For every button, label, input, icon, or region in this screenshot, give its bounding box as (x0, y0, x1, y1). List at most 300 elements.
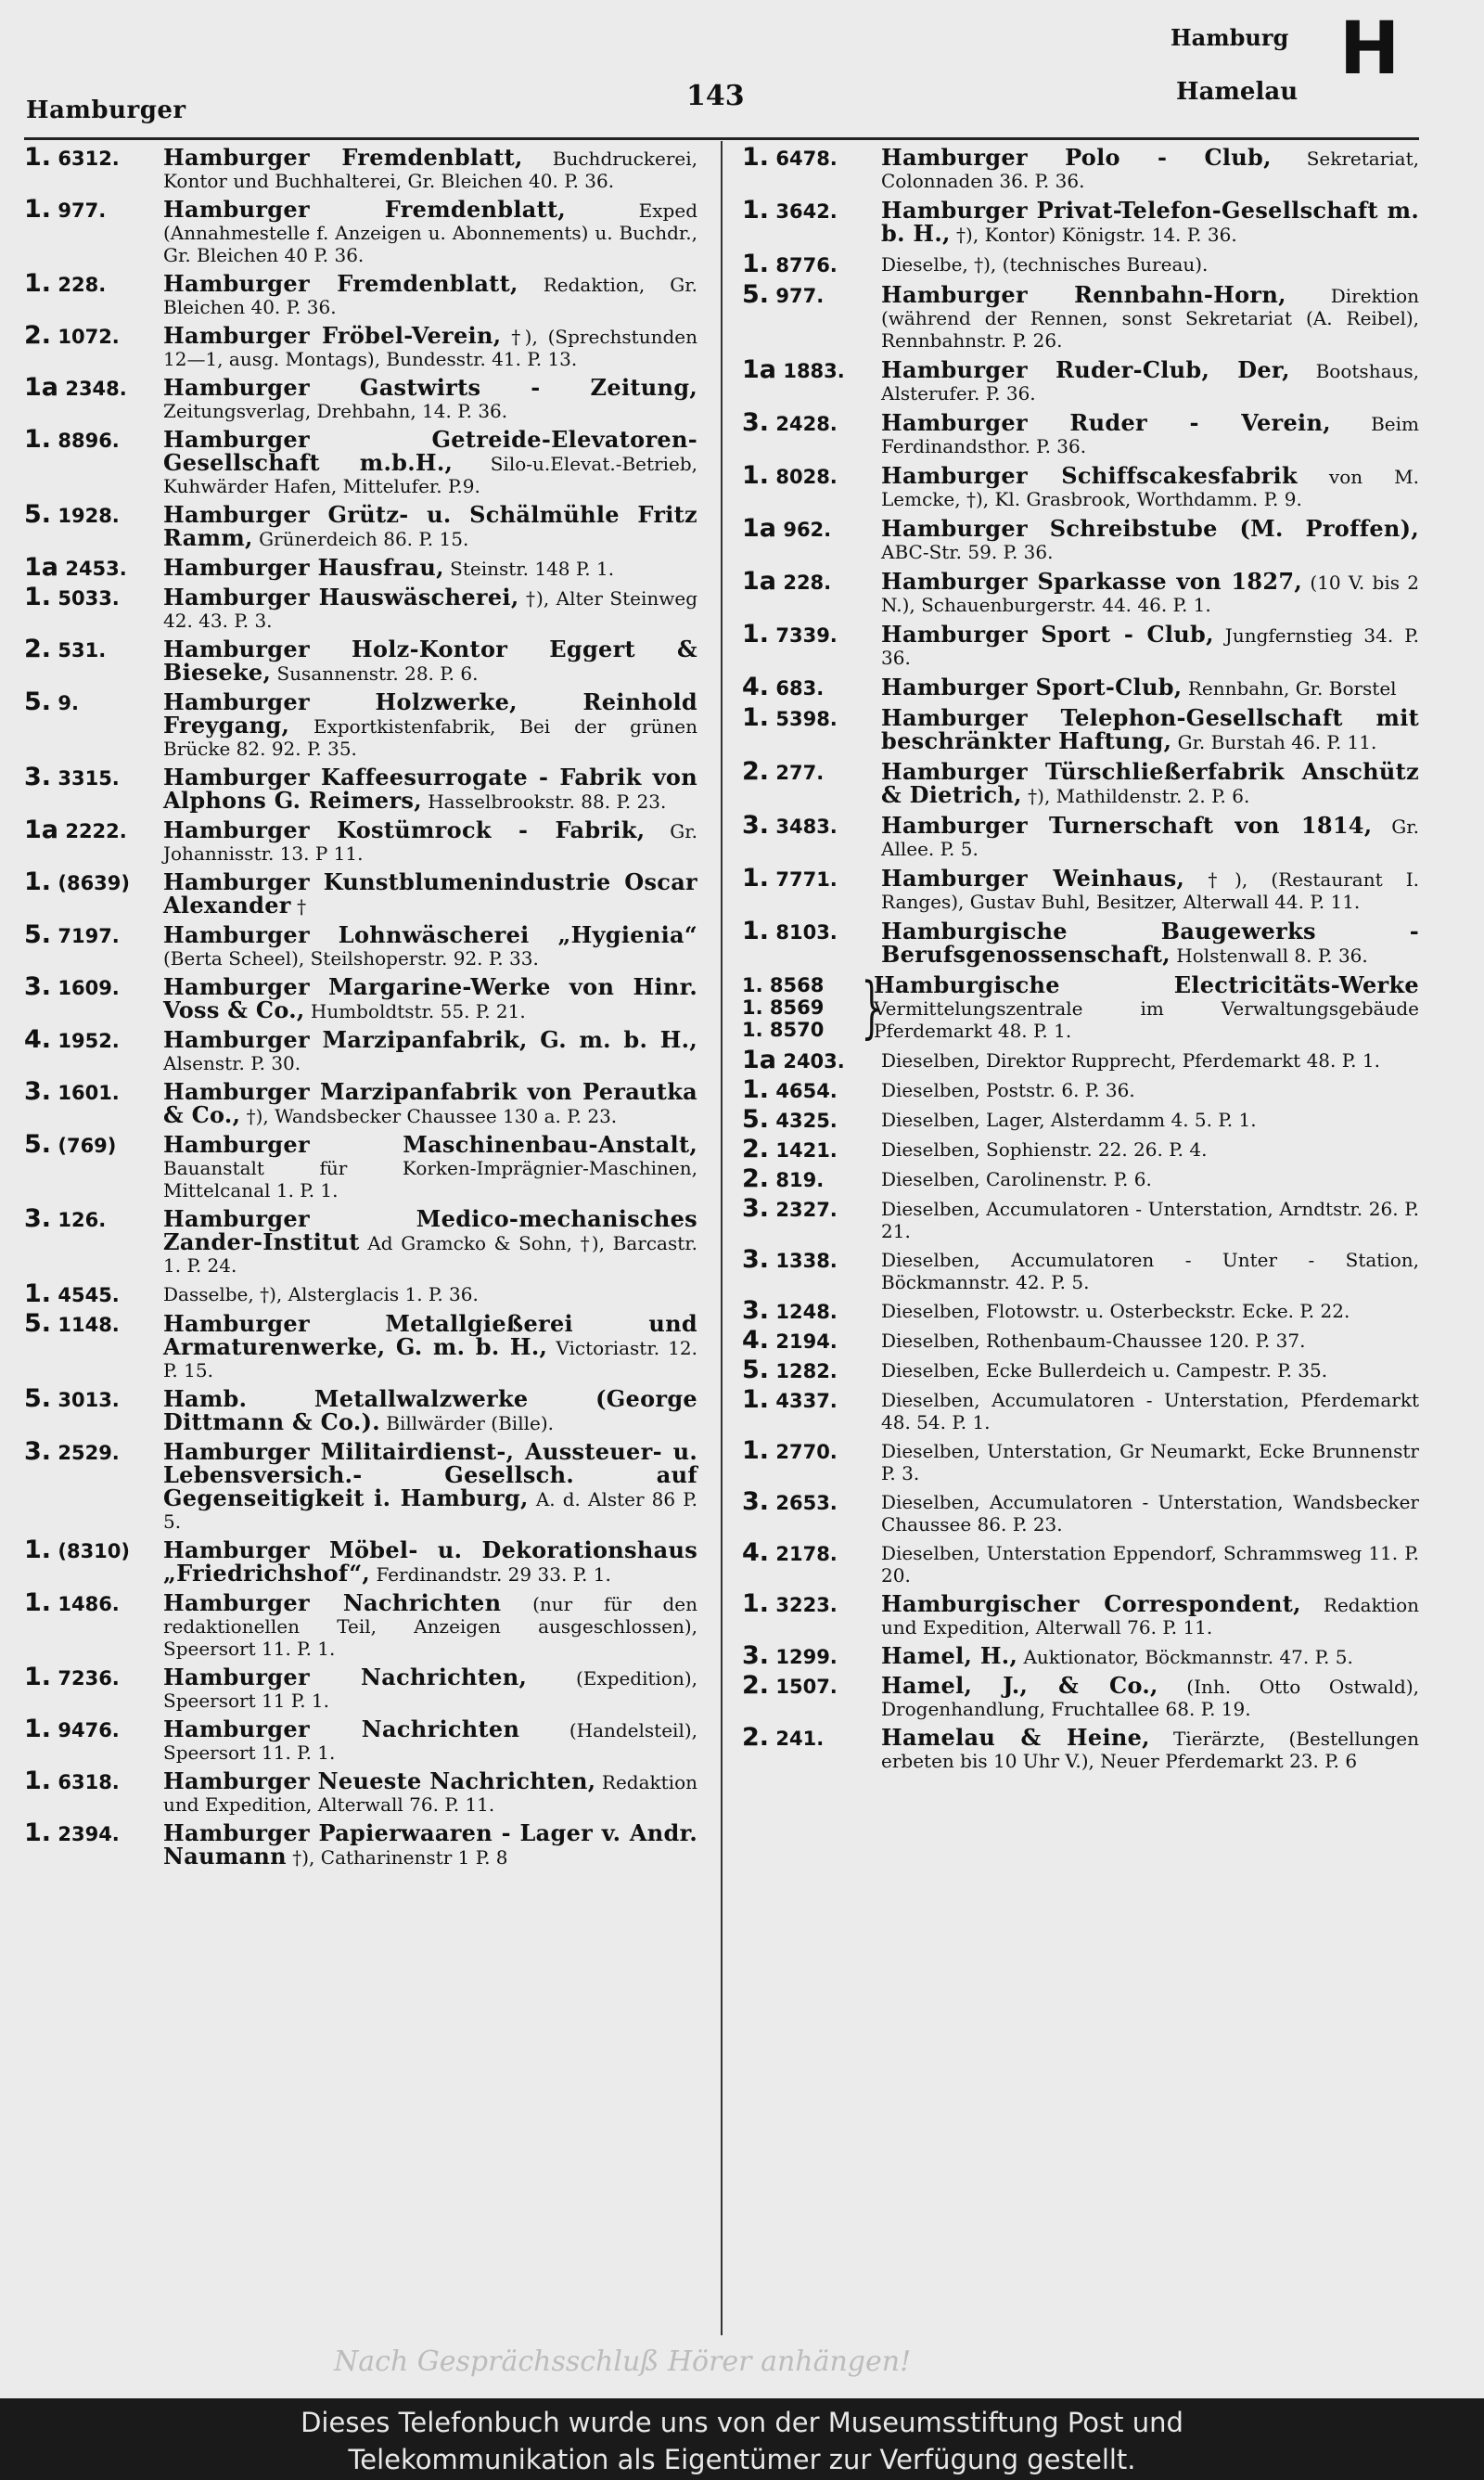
line-number: 3483. (775, 816, 838, 838)
entry-text (163, 270, 697, 318)
phone-number (742, 1075, 881, 1104)
phone-number (742, 1671, 881, 1700)
entry-text (163, 1666, 697, 1712)
directory-entry (742, 1671, 1419, 1720)
line-number: 6312. (58, 148, 120, 170)
directory-entry (24, 972, 697, 1023)
phone-number (742, 408, 881, 437)
entry-name: Hamburger Militairdienst-, Aussteuer- u. Lebensversich.- Gesellsch. auf Gegenseitigkeit i. Hamburg, (163, 1438, 697, 1511)
exchange-code: 2. (742, 757, 770, 786)
entry-name: Hamburger Kostümrock - Fabrik, (163, 816, 646, 843)
entry-details: †), (Sprechstunden 12—1, ausg. Montags), Bundesstr. 41. P. 13. (163, 326, 697, 370)
line-number: 977. (775, 285, 825, 307)
exchange-code: 1. (24, 1663, 52, 1691)
exchange-code: 1. (24, 143, 52, 172)
exchange-code: 1. (742, 143, 770, 172)
entry-text (874, 971, 1419, 1042)
entry-text (163, 688, 697, 760)
entry-name: Hamburger Metallgießerei und Armaturenwerke, G. m. b. H., (163, 1310, 697, 1360)
header-rule (24, 137, 1419, 140)
directory-entry (24, 143, 697, 192)
exchange-code: 3. (742, 408, 770, 437)
line-number: 1883. (783, 360, 845, 382)
directory-entry (742, 1487, 1419, 1536)
line-number: 3642. (775, 200, 838, 223)
line-number: 3013. (58, 1389, 120, 1411)
bleed-through-text: Nach Gesprächsschluß Hörer anhängen! (334, 2345, 912, 2378)
phone-number (742, 1326, 881, 1355)
phone-number (742, 1105, 881, 1134)
phone-number (24, 920, 163, 949)
entry-text (163, 868, 697, 919)
exchange-code: 1a (742, 355, 777, 384)
entry-details: †), Kontor) Königstr. 14. P. 36. (956, 224, 1237, 246)
exchange-code: 1a (742, 567, 777, 596)
entry-name: Hamburger Fremdenblatt, (163, 270, 518, 297)
line-number: 3223. (775, 1594, 838, 1616)
directory-entry (742, 1589, 1419, 1638)
phone-number (24, 1663, 163, 1691)
exchange-code: 1a (742, 1046, 777, 1074)
entry-details: Vermittelungszentrale im Verwaltungsgebäude Pferdemarkt 48. P. 1. (874, 997, 1419, 1042)
exchange-code: 1a (24, 816, 59, 844)
entry-details: Dieselben, Accumulatoren - Unterstation, Arndtstr. 26. P. 21. (881, 1198, 1419, 1242)
entry-text (881, 758, 1419, 808)
phone-number (742, 620, 881, 649)
entry-name: Hamburger Rennbahn-Horn, (881, 281, 1286, 308)
exchange-code: 5. (24, 1309, 52, 1338)
phone-number (742, 1356, 881, 1384)
entry-text (881, 1642, 1419, 1669)
directory-entry (742, 1296, 1419, 1325)
directory-entry (24, 1025, 697, 1074)
exchange-code: 4. (24, 1025, 52, 1054)
directory-entry (742, 1245, 1419, 1293)
exchange-code: 5. (24, 500, 52, 529)
entry-name: Hamburgische Electricitäts-Werke (874, 971, 1419, 998)
phone-number (24, 1767, 163, 1795)
line-number: 1248. (775, 1301, 838, 1323)
line-number: 1338. (775, 1250, 838, 1272)
line-number: 228. (783, 572, 832, 594)
entry-text (881, 1491, 1419, 1536)
phone-number (742, 673, 881, 701)
entry-text (163, 1026, 697, 1074)
exchange-code: 1. (742, 917, 770, 945)
entry-details: Bauanstalt für Korken-Imprägnier-Maschinen, Mittelcanal 1. P. 1. (163, 1157, 697, 1201)
exchange-code: 3. (24, 972, 52, 1001)
entry-name: Hamburger Fröbel-Verein, (163, 322, 502, 349)
directory-entry (24, 687, 697, 760)
exchange-code: 1. (24, 1818, 52, 1847)
line-number: 8103. (775, 921, 838, 944)
directory-entry (742, 1356, 1419, 1384)
phone-number (24, 1818, 163, 1847)
directory-entry (742, 620, 1420, 669)
entry-name: Hamburger Hauswäscherei, (163, 584, 519, 610)
exchange-code: 1. (742, 1075, 770, 1104)
entry-details: (Berta Scheel), Steilshoperstr. 92. P. 33. (163, 947, 539, 970)
exchange-code: 4. (742, 1538, 770, 1567)
line-number: 683. (775, 677, 825, 700)
phone-number (24, 269, 163, 298)
entry-text (163, 638, 697, 685)
entry-text (163, 1131, 697, 1201)
directory-entry (742, 1105, 1419, 1134)
line-number: 2394. (58, 1823, 120, 1845)
phone-number (742, 1487, 881, 1516)
entry-details: Steinstr. 148 P. 1. (450, 558, 615, 580)
exchange-code: 1a (24, 373, 59, 402)
entry-name: Hamburger Fremdenblatt, (163, 196, 567, 223)
line-number: 4337. (775, 1390, 838, 1412)
phone-number (742, 1641, 881, 1670)
entry-text (881, 1440, 1419, 1484)
directory-entry (742, 196, 1419, 247)
line-number: 4325. (775, 1110, 838, 1132)
directory-entry (742, 703, 1419, 754)
line-number: 2178. (775, 1543, 838, 1565)
entry-details: ABC-Str. 59. P. 36. (881, 541, 1054, 563)
line-number: 977. (58, 199, 107, 222)
directory-entry (24, 1715, 698, 1764)
entry-text (163, 554, 697, 581)
directory-entry (24, 553, 697, 582)
entry-name: Hamburger Margarine-Werke von Hinr. Voss & Co., (163, 973, 697, 1023)
exchange-code: 3. (742, 1245, 770, 1274)
directory-entry (24, 583, 698, 632)
directory-entry (742, 811, 1419, 860)
phone-number (742, 1723, 881, 1752)
line-number: 1507. (775, 1676, 838, 1698)
phone-number (742, 567, 881, 596)
phone-number (742, 461, 881, 490)
entry-text (881, 676, 1419, 700)
phone-number (742, 196, 881, 225)
directory-entry (742, 1641, 1419, 1670)
footer-notice (0, 2398, 1484, 2480)
exchange-code: 1. (24, 1279, 52, 1308)
exchange-code: 1a (742, 514, 777, 543)
phone-number (742, 757, 881, 786)
page-number: 143 (686, 80, 745, 112)
exchange-code: 1. (24, 1588, 52, 1617)
entry-text (881, 812, 1419, 860)
directory-entry (24, 1309, 698, 1381)
entry-text (881, 409, 1419, 457)
entry-text (881, 1049, 1419, 1072)
entry-details: Dieselbe, †), (technisches Bureau). (881, 253, 1209, 276)
phone-number (742, 1296, 881, 1325)
directory-entry (742, 250, 1419, 278)
entry-text (881, 1168, 1419, 1190)
entry-name: Hamburger Holz-Kontor Eggert & Bieseke, (163, 636, 697, 686)
directory-entry (742, 864, 1420, 913)
directory-entry (742, 1194, 1419, 1242)
entry-name: Hamburger Marzipanfabrik von Perautka & Co., (163, 1078, 697, 1128)
entry-name: Hamburger Türschließerfabrik Anschütz & Dietrich, (881, 758, 1419, 808)
line-number: 9. (58, 692, 79, 714)
line-number: 1148. (58, 1314, 120, 1336)
entry-details: Susannenstr. 28. P. 6. (276, 662, 479, 685)
directory-entry (742, 757, 1419, 808)
directory-entry (742, 1135, 1419, 1163)
directory-entry (742, 461, 1419, 510)
entry-details: Beim Ferdinandsthor. P. 36. (881, 413, 1419, 457)
entry-text (163, 1438, 698, 1533)
line-number: 2348. (65, 378, 127, 400)
entry-details: (Handelsteil), Speersort 11. P. 1. (163, 1719, 698, 1764)
line-number: 7339. (775, 624, 838, 647)
entry-text (881, 1198, 1419, 1242)
entry-text (881, 623, 1419, 669)
entry-name: Hamburgische Baugewerks - Berufsgenossenschaft, (881, 918, 1419, 968)
entry-name: Hamburger Ruder-Club, Der, (881, 356, 1290, 383)
entry-text (163, 144, 697, 192)
directory-entry (24, 373, 697, 422)
footer-line: Dieses Telefonbuch wurde uns von der Museumsstiftung Post und (301, 2407, 1183, 2438)
phone-number (742, 917, 881, 945)
exchange-code: 4. (742, 673, 770, 701)
exchange-code: 2. (742, 1135, 770, 1163)
entry-details: Dieselben, Rothenbaum-Chaussee 120. P. 37. (881, 1330, 1306, 1352)
entry-text (881, 1590, 1419, 1638)
entry-name: Hamel, H., (881, 1642, 1018, 1669)
entry-details: Bootshaus, Alsterufer. P. 36. (881, 360, 1419, 405)
entry-details: Grünerdeich 86. P. 15. (259, 528, 469, 550)
entry-details: Jungfernstieg 34. P. 36. (881, 624, 1420, 669)
grouped-entry (742, 968, 1419, 1046)
entry-text (881, 1542, 1419, 1587)
entry-details: Exped (Annahmestelle f. Anzeigen u. Abonnements) u. Buchdr., Gr. Bleichen 40 P. 36. (163, 199, 697, 266)
entry-details: Dieselben, Accumulatoren - Unterstation, Wandsbecker Chaussee 86. P. 23. (881, 1491, 1419, 1536)
exchange-code: 1. (742, 864, 770, 893)
directory-entry (24, 1588, 698, 1660)
directory-entry (742, 917, 1419, 968)
phone-number (742, 703, 881, 732)
directory-entry (742, 1164, 1419, 1193)
entry-details: Alsenstr. P. 30. (163, 1052, 301, 1074)
footer-line: Telekommunikation als Eigentümer zur Verfügung gestellt. (348, 2444, 1136, 2475)
entry-name: Hamel, J., & Co., (881, 1672, 1158, 1699)
entry-name: Hamburger Gastwirts - Zeitung, (163, 374, 697, 401)
directory-entry (742, 1723, 1420, 1772)
entry-details: Silo-u.Elevat.-Betrieb, Kuhwärder Hafen, Mittelufer. P.9. (163, 453, 697, 497)
line-number: 1282. (775, 1360, 838, 1382)
directory-entry (24, 1279, 697, 1308)
phone-number (24, 972, 163, 1001)
entry-name: Hamburger Getreide-Elevatoren-Gesellschaft m.b.H., (163, 426, 697, 476)
phone-number (24, 1204, 163, 1233)
directory-entry (742, 280, 1420, 352)
entry-text (163, 766, 697, 813)
grouped-numbers (742, 968, 883, 1046)
entry-name: Hamburger Nachrichten (163, 1589, 502, 1616)
entry-name: Hamelau & Heine, (881, 1724, 1150, 1751)
entry-text (163, 1078, 697, 1128)
entry-text (163, 586, 697, 632)
line-number: 8028. (775, 466, 838, 488)
entry-details: Direktion (während der Rennen, sonst Sekretariat (A. Reibel), Rennbahnstr. P. 26. (881, 285, 1420, 352)
line-number: 6478. (775, 148, 838, 170)
entry-name: Hamb. Metallwalzwerke (George Dittmann & Co.). (163, 1385, 697, 1435)
directory-entry (24, 635, 697, 686)
phone-number (742, 1164, 881, 1193)
line-number: 7236. (58, 1667, 120, 1690)
entry-details: Gr. Burstah 46. P. 11. (1177, 731, 1377, 753)
entry-text (881, 144, 1419, 192)
line-number: 2428. (775, 413, 838, 435)
entry-text (163, 1767, 698, 1816)
line-number: 2529. (58, 1442, 120, 1464)
grouped-number: 1. 8568 (742, 974, 825, 996)
entry-name: Hamburger Papierwaaren - Lager v. Andr. Naumann (163, 1819, 697, 1870)
line-number: 7197. (58, 925, 120, 947)
directory-entry (24, 1818, 697, 1870)
entry-name: Hamburger Sport-Club, (881, 674, 1183, 700)
entry-details: A. d. Alster 86 P. 5. (163, 1488, 698, 1533)
left-column (24, 143, 698, 1875)
entry-details: Zeitungsverlag, Drehbahn, 14. P. 36. (163, 400, 508, 422)
line-number: 228. (58, 274, 107, 296)
section-letter: H (1339, 7, 1401, 91)
entry-text (163, 921, 697, 970)
line-number: 8896. (58, 430, 120, 452)
entry-name: Hamburger Schiffscakesfabrik (881, 462, 1298, 489)
exchange-code: 2. (24, 635, 52, 663)
exchange-code: 3. (24, 1204, 52, 1233)
phone-number (24, 1384, 163, 1413)
line-number: 1486. (58, 1593, 120, 1615)
right-entries-bottom (742, 1046, 1420, 1772)
entry-text (163, 196, 697, 266)
entry-details: Dieselben, Flotowstr. u. Osterbeckstr. Ecke. P. 22. (881, 1300, 1350, 1322)
exchange-code: 2. (24, 321, 52, 350)
entry-name: Hamburger Schreibstube (M. Proffen), (881, 515, 1419, 542)
line-number: (8310) (58, 1540, 131, 1562)
entry-text (881, 1300, 1419, 1322)
phone-number (24, 195, 163, 224)
entry-name: Hamburger Weinhaus, (881, 865, 1185, 892)
directory-entry (24, 1204, 697, 1277)
entry-details: Dieselben, Accumulatoren - Unter - Station, Böckmannstr. 42. P. 5. (881, 1249, 1419, 1293)
directory-entry (24, 816, 697, 865)
phone-number (24, 687, 163, 716)
entry-text (163, 816, 697, 865)
entry-text (163, 973, 697, 1023)
line-number: 4545. (58, 1284, 120, 1306)
entry-details: Dieselben, Carolinenstr. P. 6. (881, 1168, 1152, 1190)
directory-entry (24, 867, 697, 919)
brace-icon: } (861, 968, 883, 1046)
directory-entry (742, 567, 1419, 616)
phone-number (742, 280, 881, 309)
directory-entry (24, 1077, 697, 1128)
entry-text (881, 920, 1419, 967)
entry-text (881, 1672, 1419, 1720)
exchange-code: 1. (24, 269, 52, 298)
entry-details: Sekretariat, Colonnaden 36. P. 36. (881, 148, 1419, 192)
entry-details: Dieselben, Accumulatoren - Unterstation, Pferdemarkt 48. 54. P. 1. (881, 1389, 1419, 1433)
right-entries-top (742, 143, 1420, 968)
exchange-code: 1. (742, 461, 770, 490)
phone-number (24, 867, 163, 896)
entry-details: †), Catharinenstr 1 P. 8 (292, 1846, 508, 1869)
phone-number (24, 1279, 163, 1308)
exchange-code: 4. (742, 1326, 770, 1355)
directory-entry (24, 269, 697, 318)
entry-details: von M. Lemcke, †), Kl. Grasbrook, Worthdamm. P. 9. (881, 466, 1419, 510)
phone-number (742, 1135, 881, 1163)
line-number: 6318. (58, 1771, 120, 1793)
entry-details: Buchdruckerei, Kontor und Buchhalterei, Gr. Bleichen 40. P. 36. (163, 148, 697, 192)
entry-details: Hasselbrookstr. 88. P. 23. (428, 790, 667, 813)
line-number: (769) (58, 1135, 117, 1157)
entry-details: Dasselbe, †), Alsterglacis 1. P. 36. (163, 1283, 479, 1305)
entry-details: Holstenwall 8. P. 36. (1176, 944, 1368, 967)
exchange-code: 3. (742, 1641, 770, 1670)
entry-details: (Expedition), Speersort 11 P. 1. (163, 1667, 697, 1712)
phone-number (742, 864, 881, 893)
entry-details: Redaktion und Expedition, Alterwall 76. P. 11. (163, 1771, 698, 1816)
directory-entry (24, 920, 697, 970)
directory-entry (742, 1046, 1419, 1074)
entry-details: Redaktion und Expedition, Alterwall 76. P. 11. (881, 1594, 1419, 1638)
entry-name: Hamburger Ruder - Verein, (881, 409, 1331, 436)
entry-details: †), Mathildenstr. 2. P. 6. (1028, 785, 1250, 807)
entry-name: Hamburger Sport - Club, (881, 621, 1214, 648)
directory-entry (24, 321, 697, 370)
entry-details: (nur für den redaktionellen Teil, Anzeigen ausgeschlossen), Speersort 11. P. 1. (163, 1593, 698, 1660)
phone-number (24, 321, 163, 350)
phone-number (24, 553, 163, 582)
entry-text (881, 462, 1419, 510)
line-number: 1299. (775, 1646, 838, 1668)
header-left-keyword: Hamburger (26, 96, 186, 124)
exchange-code: 5. (24, 687, 52, 716)
exchange-code: 1. (24, 1715, 52, 1743)
exchange-code: 2. (742, 1723, 770, 1752)
phone-number (24, 143, 163, 172)
directory-entry (24, 195, 697, 266)
entry-details: †), (Restaurant I. Ranges), Gustav Buhl, Besitzer, Alterwall 44. P. 11. (881, 868, 1420, 913)
phone-number (24, 1025, 163, 1054)
exchange-code: 1a (24, 553, 59, 582)
entry-details: Dieselben, Unterstation Eppendorf, Schrammsweg 11. P. 20. (881, 1542, 1419, 1587)
entry-text (163, 1310, 698, 1381)
phone-number (24, 1715, 163, 1743)
exchange-code: 3. (742, 1487, 770, 1516)
entry-name: Hamburger Medico-mechanisches Zander-Institut (163, 1205, 697, 1255)
entry-text (163, 1715, 698, 1764)
exchange-code: 3. (24, 1077, 52, 1106)
entry-text (881, 1389, 1419, 1433)
entry-text (881, 281, 1420, 352)
exchange-code: 5. (24, 1384, 52, 1413)
line-number: 3315. (58, 767, 120, 790)
phone-number (742, 1436, 881, 1465)
directory-entry (24, 500, 697, 551)
entry-name: Hamburger Möbel- u. Dekorationshaus „Friedrichshof“, (163, 1536, 697, 1587)
phone-number (742, 514, 881, 543)
entry-text (881, 1138, 1419, 1161)
entry-name: Hamburger Fremdenblatt, (163, 144, 523, 171)
entry-details: Auktionator, Böckmannstr. 47. P. 5. (1023, 1646, 1353, 1668)
line-number: 126. (58, 1209, 107, 1231)
phone-number (24, 1130, 163, 1159)
grouped-number: 1. 8570 (742, 1019, 825, 1041)
entry-name: Hamburger Holzwerke, Reinhold Freygang, (163, 688, 697, 739)
